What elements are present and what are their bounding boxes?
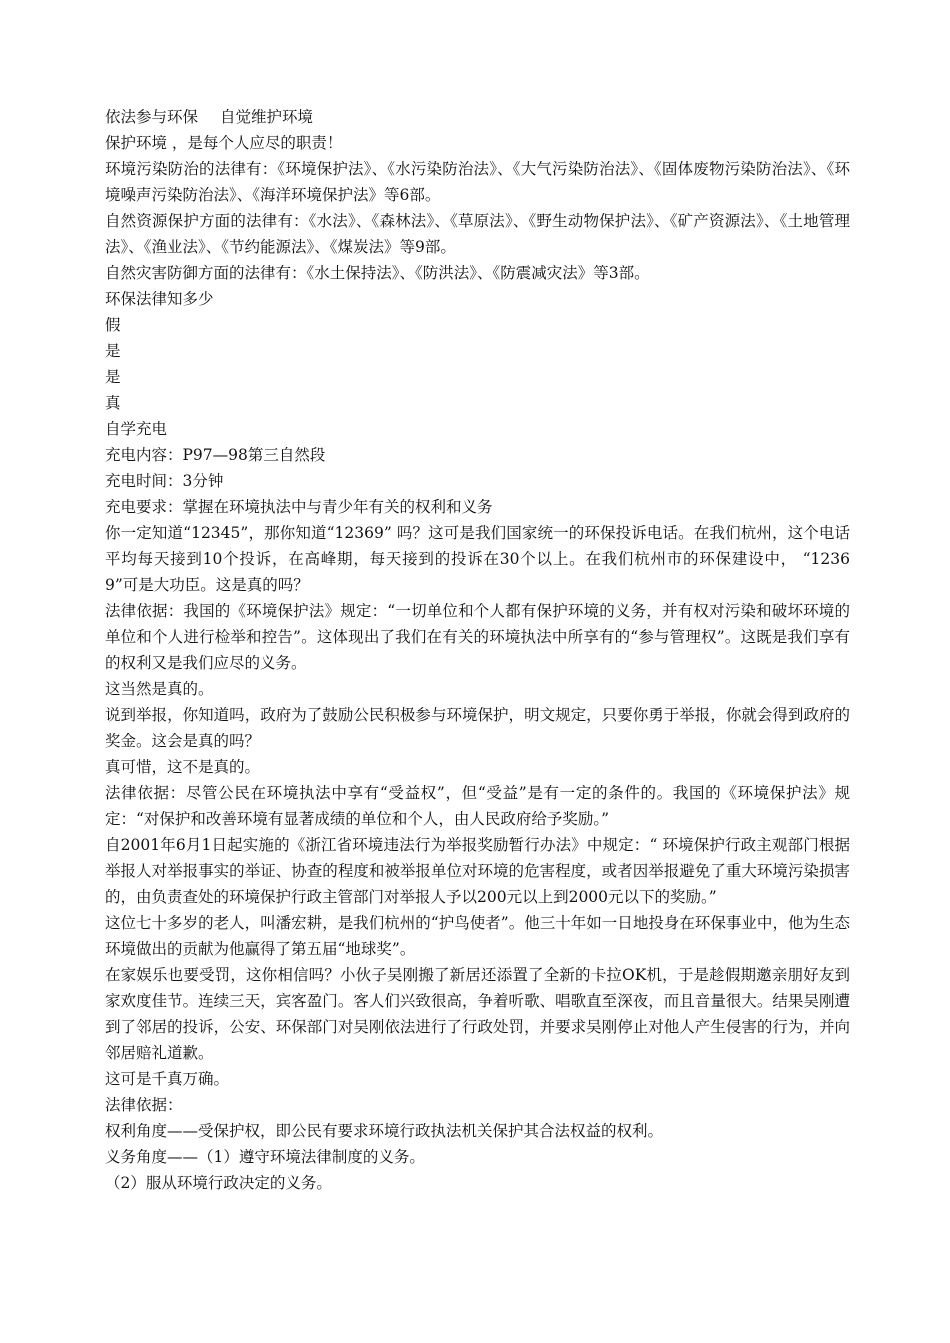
paragraph: 你一定知道“12345”，那你知道“12369” 吗？这可是我们国家统一的环保投诉电话。在我们杭州，这个电话平均每天接到10个投诉，在高峰期，每天接到的投诉在30个以上。在我们杭州市的环保建设中， “12369”可是大功臣。这是真的吗？ <box>105 524 850 594</box>
paragraph: 这当然是真的。 <box>105 680 214 698</box>
paragraph: 自2001年6月1日起实施的《浙江省环境违法行为举报奖励暂行办法》中规定：“ 环境保护行政主观部门根据举报人对举报事实的举证、协查的程度和被举报单位对环境的危害程度，或者因举报避免了重大环境污染损害的，由负责查处的环境保护行政主管部门对举报人予以200元以上到2000元以下的奖励。” <box>105 836 850 906</box>
section-heading: 自学充电 <box>105 420 168 438</box>
paragraph: 法律依据： <box>105 1096 183 1114</box>
quiz-answer: 是 <box>105 342 121 360</box>
paragraph: 自然资源保护方面的法律有：《水法》、《森林法》、《草原法》、《野生动物保护法》、《矿产资源法》、《土地管理法》、《渔业法》、《节约能源法》、《煤炭法》等9部。 <box>105 212 850 256</box>
paragraph: 保护环境 ，是每个人应尽的职责！ <box>105 134 343 152</box>
paragraph: 充电要求：掌握在环境执法中与青少年有关的权利和义务 <box>105 498 493 516</box>
paragraph: 自然灾害防御方面的法律有：《水土保持法》、《防洪法》、《防震减灾法》等3部。 <box>105 264 650 282</box>
section-heading: 环保法律知多少 <box>105 290 214 308</box>
paragraph: 充电内容：P97—98第三自然段 <box>105 446 326 464</box>
paragraph: （2）服从环境行政决定的义务。 <box>105 1174 332 1192</box>
title-part-2: 自觉维护环境 <box>220 108 314 126</box>
paragraph: 法律依据：尽管公民在环境执法中享有“受益权”，但“受益”是有一定的条件的。我国的《环境保护法》规定：“对保护和改善环境有显著成绩的单位和个人，由人民政府给予奖励。” <box>105 784 850 828</box>
paragraph: 环境污染防治的法律有：《环境保护法》、《水污染防治法》、《大气污染防治法》、《固体废物污染防治法》、《环境噪声污染防治法》、《海洋环境保护法》等6部。 <box>105 160 850 204</box>
paragraph: 说到举报，你知道吗，政府为了鼓励公民积极参与环境保护，明文规定，只要你勇于举报，你就会得到政府的奖金。这会是真的吗？ <box>105 706 850 750</box>
paragraph: 在家娱乐也要受罚，这你相信吗？小伙子吴刚搬了新居还添置了全新的卡拉OK机，于是趁假期邀亲朋好友到家欢度佳节。连续三天，宾客盈门。客人们兴致很高，争着听歌、唱歌直至深夜，而且音量很大。结果吴刚遭到了邻居的投诉，公安、环保部门对吴刚依法进行了行政处罚，并要求吴刚停止对他人产生侵害的行为，并向邻居赔礼道歉。 <box>105 966 850 1062</box>
paragraph: 权利角度——受保护权，即公民有要求环境行政执法机关保护其合法权益的权利。 <box>105 1122 664 1140</box>
paragraph: 这可是千真万确。 <box>105 1070 230 1088</box>
quiz-answer: 是 <box>105 368 121 386</box>
paragraph: 充电时间：3分钟 <box>105 472 224 490</box>
paragraph: 真可惜，这不是真的。 <box>105 758 261 776</box>
paragraph: 义务角度——（1）遵守环境法律制度的义务。 <box>105 1148 425 1166</box>
document-title <box>105 104 850 130</box>
quiz-answer: 真 <box>105 394 121 412</box>
title-part-1: 依法参与环保 <box>105 108 199 126</box>
paragraph: 法律依据：我国的《环境保护法》规定：“一切单位和个人都有保护环境的义务，并有权对污染和破坏环境的单位和个人进行检举和控告”。这体现出了我们在有关的环境执法中所享有的“参与管理权”。这既是我们享有的权利又是我们应尽的义务。 <box>105 602 850 672</box>
document-body <box>105 104 850 1196</box>
paragraph: 这位七十多岁的老人，叫潘宏耕，是我们杭州的“护鸟使者”。他三十年如一日地投身在环保事业中，他为生态环境做出的贡献为他赢得了第五届“地球奖”。 <box>105 914 850 958</box>
quiz-answer: 假 <box>105 316 121 334</box>
